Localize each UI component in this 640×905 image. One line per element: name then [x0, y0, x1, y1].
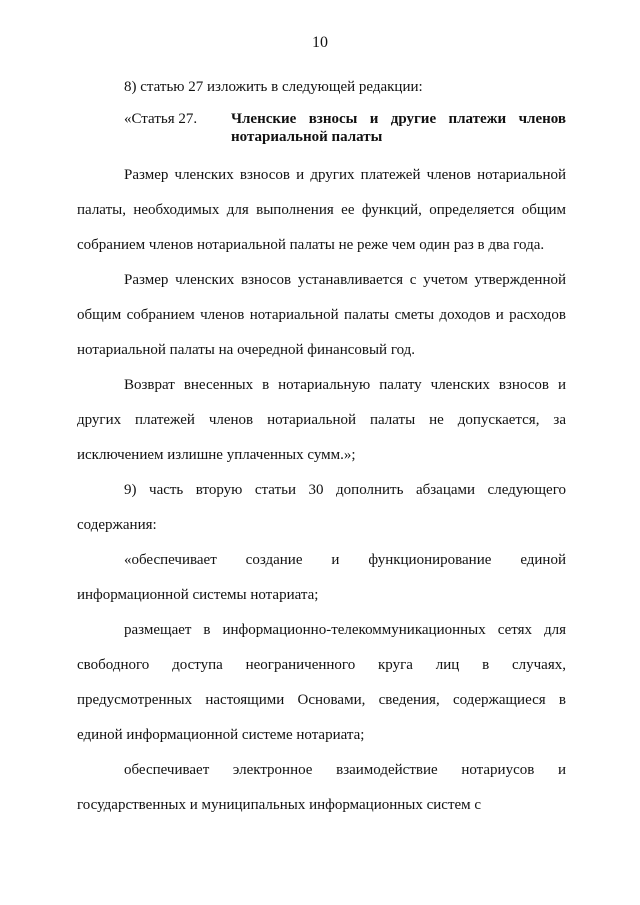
document-body: [77, 70, 566, 823]
paragraph-fees-refund: Возврат внесенных в нотариальную палату членских взносов и других платежей членов нотариальной палаты не допускается, за исключением излишне уплаченных сумм.»;: [77, 377, 566, 463]
article-number: «Статья 27.: [124, 111, 198, 127]
paragraph-fees-size: Размер членских взносов и других платежей членов нотариальной палаты, необходимых для выполнения ее функций, определяется общим собранием членов нотариальной палаты не реже чем один раз в два года.: [77, 167, 566, 253]
paragraph-fees-estimate: Размер членских взносов устанавливается с учетом утвержденной общим собранием членов нотариальной палаты сметы доходов и расходов нотариальной палаты на очередной финансовый год.: [77, 272, 566, 358]
paragraph-item-9: 9) часть вторую статьи 30 дополнить абзацами следующего содержания:: [77, 482, 566, 533]
paragraph-information-system: «обеспечивает создание и функционирование единой информационной системы нотариата;: [77, 552, 566, 603]
page-number: 10: [312, 34, 328, 51]
paragraph-publication: размещает в информационно-телекоммуникационных сетях для свободного доступа неограниченного круга лиц в случаях, предусмотренных настоящими Основами, сведения, содержащиеся в единой информационной системе нотариата;: [77, 622, 566, 743]
paragraph-item-8: 8) статью 27 изложить в следующей редакции:: [124, 79, 423, 95]
article-heading: [77, 110, 566, 146]
paragraph-electronic-interaction: обеспечивает электронное взаимодействие нотариусов и государственных и муниципальных информационных систем с: [77, 762, 566, 813]
article-title: Членские взносы и другие платежи членов нотариальной палаты: [231, 111, 566, 145]
